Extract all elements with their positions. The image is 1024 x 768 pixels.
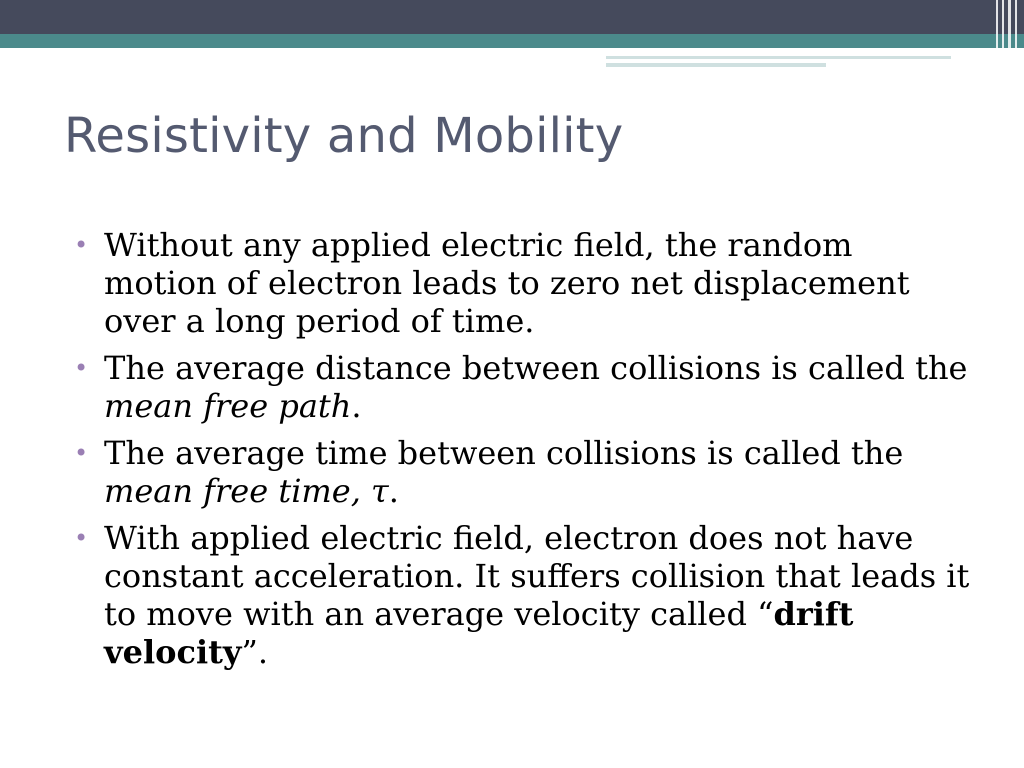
bullet-text-end: . (388, 472, 399, 510)
bullet-text: With applied electric field, electron does not have constant acceleration. It suffers collision that leads it to move with an average velocity called “ (104, 519, 970, 633)
bullet-text-end: ”. (241, 633, 268, 671)
bullet-text-end: . (351, 387, 362, 425)
decorative-stripes (994, 0, 1024, 70)
term-mean-free-time: mean free time (104, 472, 351, 510)
bullet-marker: • (74, 439, 89, 467)
bullet-text: Without any applied electric field, the random motion of electron leads to zero net displacement over a long period of time. (104, 226, 910, 340)
bullet-marker: • (74, 524, 89, 552)
bullet-text: The average distance between collisions is called the (104, 349, 968, 387)
tau-symbol: τ (371, 472, 389, 510)
bullet-item (74, 434, 974, 510)
bullet-item (74, 349, 974, 425)
header-band-dark (0, 0, 1024, 34)
bullet-marker: • (74, 231, 89, 259)
term-drift-velocity: drift velocity (104, 595, 854, 671)
slide-title: Resistivity and Mobility (64, 108, 624, 164)
bullet-marker: • (74, 354, 89, 382)
accent-line (606, 63, 826, 67)
term-mean-free-path: mean free path (104, 387, 352, 425)
header-band-teal (0, 34, 1024, 48)
bullet-list (74, 226, 974, 680)
bullet-item (74, 519, 974, 671)
bullet-text-middle: , (350, 472, 372, 510)
bullet-text: The average time between collisions is called the (104, 434, 904, 472)
accent-line (606, 56, 951, 59)
bullet-item (74, 226, 974, 340)
